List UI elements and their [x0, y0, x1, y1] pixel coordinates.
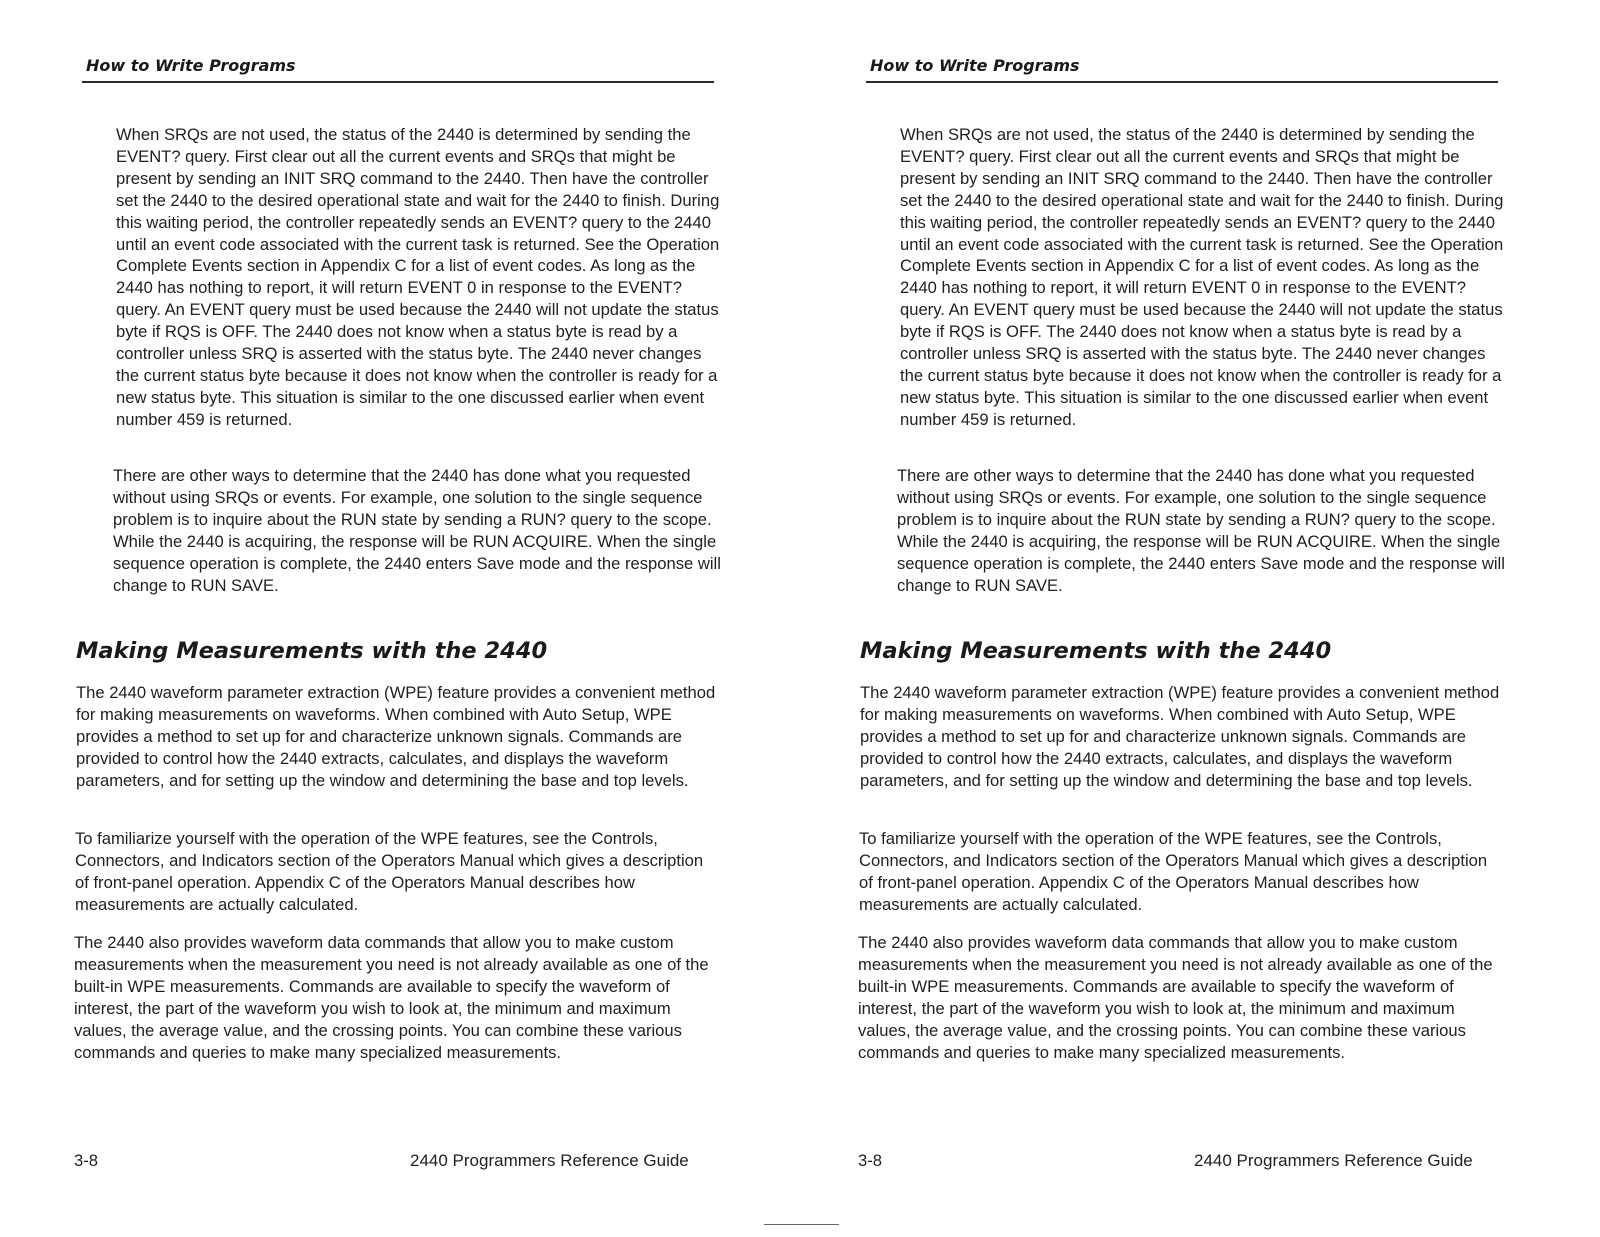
page-number: 3-8 [858, 1151, 882, 1170]
paragraph-srq-status: When SRQs are not used, the status of the 2440 is determined by sending the EVENT? query. First clear out all the current events and SRQs that might be present by sending an INIT SRQ command to the 2440. Then have the controller set the 2440 to the desired operational state and wait for the 2440 to finish. During this waiting period, the controller repeatedly sends an EVENT? query to the 2440 until an event code associated with the current task is returned. See the Operation Complete Events section in Appendix C for a list of event codes. As long as the 2440 has nothing to report, it will return EVENT 0 in response to the EVENT? query. An EVENT query must be used because the 2440 will not update the status byte if RQS is OFF. The 2440 does not know when a status byte is read by a controller unless SRQ is asserted with the status byte. The 2440 never changes the current status byte because it does not know when the controller is ready for a new status byte. This situation is similar to the one discussed earlier when event number 459 is returned. [900, 125, 1504, 429]
page-number: 3-8 [74, 1151, 98, 1170]
paragraph-run-state: There are other ways to determine that the 2440 has done what you requested without using SRQs or events. For example, one solution to the single sequence problem is to inquire about the RUN state by sending a RUN? query to the scope. While the 2440 is acquiring, the response will be RUN ACQUIRE. When the single sequence operation is complete, the 2440 enters Save mode and the response will change to RUN SAVE. [113, 466, 721, 595]
running-header: How to Write Programs [86, 56, 296, 75]
paragraph-run-state: There are other ways to determine that the 2440 has done what you requested without using SRQs or events. For example, one solution to the single sequence problem is to inquire about the RUN state by sending a RUN? query to the scope. While the 2440 is acquiring, the response will be RUN ACQUIRE. When the single sequence operation is complete, the 2440 enters Save mode and the response will change to RUN SAVE. [897, 466, 1505, 595]
paragraph-familiarize: To familiarize yourself with the operation of the WPE features, see the Controls, Connectors, and Indicators section of the Operators Manual which gives a description of front-panel operation. Appendix C of the Operators Manual describes how measurements are actually calculated. [859, 829, 1488, 914]
paragraph-wpe-feature: The 2440 waveform parameter extraction (WPE) feature provides a convenient method for making measurements on waveforms. When combined with Auto Setup, WPE provides a method to set up for and characterize unknown signals. Commands are provided to control how the 2440 extracts, calculates, and displays the waveform parameters, and for setting up the window and determining the base and top levels. [76, 683, 716, 790]
paragraph-familiarize: To familiarize yourself with the operation of the WPE features, see the Controls, Connectors, and Indicators section of the Operators Manual which gives a description of front-panel operation. Appendix C of the Operators Manual describes how measurements are actually calculated. [75, 829, 704, 914]
section-heading: Making Measurements with the 2440 [860, 638, 1332, 664]
header-rule [82, 81, 714, 83]
section-heading: Making Measurements with the 2440 [76, 638, 548, 664]
paragraph-waveform-data: The 2440 also provides waveform data commands that allow you to make custom measurements when the measurement you need is not already available as one of the built-in WPE measurements. Commands are available to specify the waveform of interest, the part of the waveform you wish to look at, the minimum and maximum values, the average value, and the crossing points. You can combine these various commands and queries to make many specialized measurements. [74, 933, 709, 1062]
guide-title: 2440 Programmers Reference Guide [410, 1151, 689, 1170]
header-rule [866, 81, 1498, 83]
guide-title: 2440 Programmers Reference Guide [1194, 1151, 1473, 1170]
paragraph-srq-status: When SRQs are not used, the status of the 2440 is determined by sending the EVENT? query. First clear out all the current events and SRQs that might be present by sending an INIT SRQ command to the 2440. Then have the controller set the 2440 to the desired operational state and wait for the 2440 to finish. During this waiting period, the controller repeatedly sends an EVENT? query to the 2440 until an event code associated with the current task is returned. See the Operation Complete Events section in Appendix C for a list of event codes. As long as the 2440 has nothing to report, it will return EVENT 0 in response to the EVENT? query. An EVENT query must be used because the 2440 will not update the status byte if RQS is OFF. The 2440 does not know when a status byte is read by a controller unless SRQ is asserted with the status byte. The 2440 never changes the current status byte because it does not know when the controller is ready for a new status byte. This situation is similar to the one discussed earlier when event number 459 is returned. [116, 125, 720, 429]
running-header: How to Write Programs [870, 56, 1080, 75]
scan-edge-mark [764, 1224, 839, 1225]
paragraph-wpe-feature: The 2440 waveform parameter extraction (WPE) feature provides a convenient method for making measurements on waveforms. When combined with Auto Setup, WPE provides a method to set up for and characterize unknown signals. Commands are provided to control how the 2440 extracts, calculates, and displays the waveform parameters, and for setting up the window and determining the base and top levels. [860, 683, 1500, 790]
right-page [784, 0, 1584, 1237]
paragraph-waveform-data: The 2440 also provides waveform data commands that allow you to make custom measurements when the measurement you need is not already available as one of the built-in WPE measurements. Commands are available to specify the waveform of interest, the part of the waveform you wish to look at, the minimum and maximum values, the average value, and the crossing points. You can combine these various commands and queries to make many specialized measurements. [858, 933, 1493, 1062]
